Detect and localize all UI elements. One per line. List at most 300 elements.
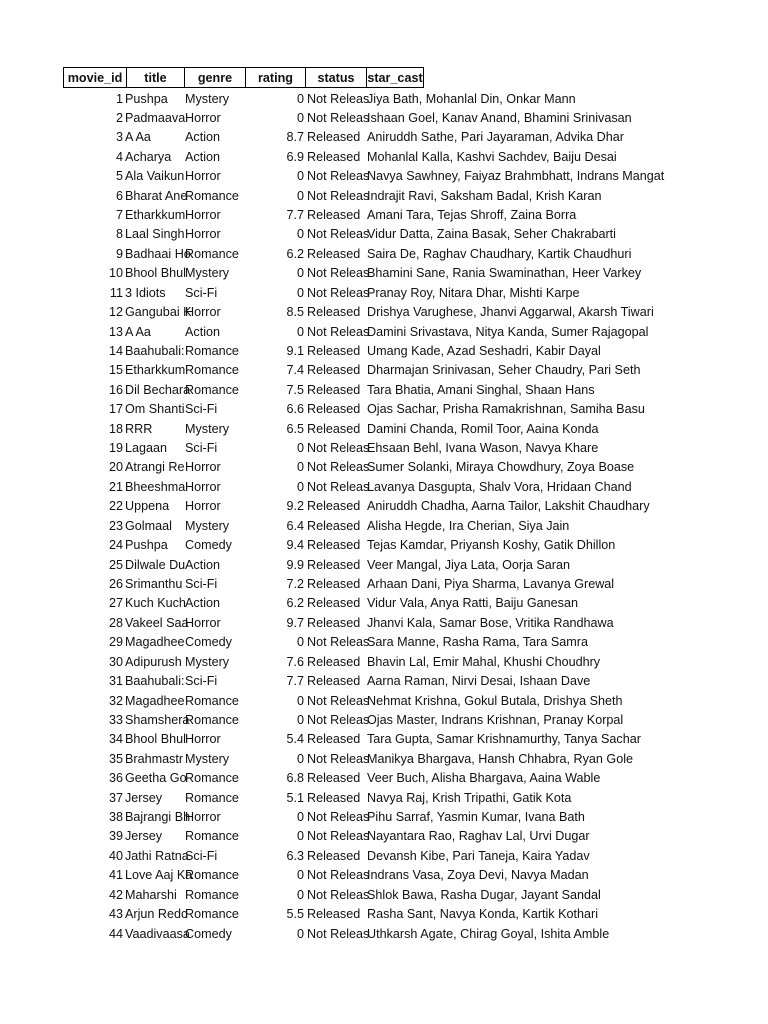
cell-star-cast[interactable]: Dharmajan Srinivasan, Seher Chaudry, Pari Seth	[367, 363, 641, 378]
cell-title[interactable]: Laal Singh	[125, 227, 185, 242]
cell-title[interactable]: Atrangi Re	[125, 460, 185, 475]
cell-title[interactable]: Jersey	[125, 790, 163, 805]
cell-star-cast[interactable]: Tara Gupta, Samar Krishnamurthy, Tanya Sachar	[367, 732, 641, 747]
cell-status[interactable]: Released	[307, 343, 361, 358]
table-row	[0, 789, 768, 808]
cell-movie-id[interactable]: 21	[108, 479, 123, 494]
table-row	[0, 264, 768, 283]
cell-star-cast[interactable]: Navya Raj, Krish Tripathi, Gatik Kota	[367, 790, 572, 805]
cell-movie-id[interactable]: 38	[108, 810, 123, 825]
cell-genre[interactable]: Romance	[185, 771, 239, 786]
cell-star-cast[interactable]: Ojas Master, Indrans Krishnan, Pranay Korpal	[367, 712, 624, 727]
cell-movie-id[interactable]: 6	[115, 188, 123, 203]
cell-genre[interactable]: Mystery	[185, 421, 230, 436]
cell-title[interactable]: A Aa	[125, 130, 151, 145]
cell-title[interactable]: Gangubai K	[125, 305, 192, 320]
cell-title[interactable]: Acharya	[125, 149, 172, 164]
table-row	[0, 808, 768, 827]
cell-rating[interactable]: 6.2	[286, 596, 304, 611]
cell-movie-id[interactable]: 2	[115, 110, 123, 125]
cell-status[interactable]: Released	[307, 790, 361, 805]
cell-rating[interactable]: 9.7	[286, 615, 304, 630]
cell-rating[interactable]: 0	[296, 324, 304, 339]
cell-star-cast[interactable]: Navya Sawhney, Faiyaz Brahmbhatt, Indrans Mangat	[367, 169, 665, 184]
cell-genre[interactable]: Horror	[185, 479, 221, 494]
cell-title[interactable]: Dilwale Du	[125, 557, 186, 572]
cell-movie-id[interactable]: 7	[115, 208, 123, 223]
cell-rating[interactable]: 6.3	[286, 848, 304, 863]
table-row	[0, 905, 768, 924]
cell-star-cast[interactable]: Vidur Datta, Zaina Basak, Seher Chakrabarti	[367, 227, 616, 242]
cell-rating[interactable]: 0	[296, 460, 304, 475]
cell-movie-id[interactable]: 32	[108, 693, 123, 708]
cell-rating[interactable]: 0	[296, 693, 304, 708]
cell-status[interactable]: Not Releas	[307, 460, 370, 475]
cell-genre[interactable]: Horror	[185, 110, 221, 125]
header-genre[interactable]: genre	[184, 67, 245, 88]
table-row	[0, 692, 768, 711]
cell-title[interactable]: Maharshi	[125, 887, 177, 902]
cell-movie-id[interactable]: 9	[115, 246, 123, 261]
cell-star-cast[interactable]: Damini Srivastava, Nitya Kanda, Sumer Rajagopal	[367, 324, 649, 339]
cell-status[interactable]: Not Releas	[307, 868, 370, 883]
cell-status[interactable]: Not Releas	[307, 188, 370, 203]
cell-genre[interactable]: Horror	[185, 460, 221, 475]
cell-title[interactable]: Ala Vaikun	[125, 169, 185, 184]
cell-star-cast[interactable]: Aniruddh Sathe, Pari Jayaraman, Advika Dhar	[367, 130, 624, 145]
cell-movie-id[interactable]: 17	[108, 402, 123, 417]
cell-movie-id[interactable]: 5	[115, 169, 123, 184]
cell-movie-id[interactable]: 22	[108, 499, 123, 514]
cell-status[interactable]: Not Releas	[307, 91, 370, 106]
cell-movie-id[interactable]: 12	[108, 305, 123, 320]
cell-rating[interactable]: 0	[296, 441, 304, 456]
cell-genre[interactable]: Romance	[185, 712, 239, 727]
cell-genre[interactable]: Horror	[185, 499, 221, 514]
cell-genre[interactable]: Romance	[185, 382, 239, 397]
cell-title[interactable]: Dil Bechara	[125, 382, 191, 397]
cell-star-cast[interactable]: Lavanya Dasgupta, Shalv Vora, Hridaan Chand	[367, 479, 632, 494]
cell-title[interactable]: Bharat Ane	[125, 188, 188, 203]
cell-star-cast[interactable]: Pihu Sarraf, Yasmin Kumar, Ivana Bath	[367, 810, 585, 825]
cell-title[interactable]: 3 Idiots	[125, 285, 166, 300]
cell-title[interactable]: Uppena	[125, 499, 170, 514]
cell-star-cast[interactable]: Ehsaan Behl, Ivana Wason, Navya Khare	[367, 441, 599, 456]
cell-title[interactable]: Srimanthu	[125, 577, 183, 591]
cell-genre[interactable]: Action	[185, 324, 221, 339]
cell-star-cast[interactable]: Sara Manne, Rasha Rama, Tara Samra	[367, 635, 588, 650]
cell-status[interactable]: Not Releas	[307, 751, 370, 766]
cell-movie-id[interactable]: 11	[109, 285, 123, 300]
cell-movie-id[interactable]: 25	[108, 557, 123, 572]
cell-title[interactable]: Love Aaj Ka	[125, 868, 193, 883]
table-row	[0, 827, 768, 846]
cell-star-cast[interactable]: Devansh Kibe, Pari Taneja, Kaira Yadav	[367, 848, 590, 863]
cell-title[interactable]: Bhool Bhul	[125, 732, 186, 747]
cell-status[interactable]: Released	[307, 246, 361, 261]
table-row	[0, 167, 768, 186]
cell-rating[interactable]: 6.6	[286, 402, 304, 417]
cell-title[interactable]: Bajrangi Bh	[125, 810, 191, 825]
cell-rating[interactable]: 6.9	[286, 149, 304, 164]
cell-rating[interactable]: 0	[296, 887, 304, 902]
cell-star-cast[interactable]: Tara Bhatia, Amani Singhal, Shaan Hans	[367, 382, 595, 397]
cell-rating[interactable]: 0	[296, 227, 304, 242]
cell-star-cast[interactable]: Indrajit Ravi, Saksham Badal, Krish Karan	[367, 188, 602, 203]
cell-movie-id[interactable]: 30	[108, 654, 123, 669]
table-row	[0, 769, 768, 788]
cell-status[interactable]: Not Releas	[307, 169, 370, 184]
header-star-cast[interactable]: star_cast	[366, 67, 424, 88]
cell-movie-id[interactable]: 33	[108, 712, 123, 727]
cell-rating[interactable]: 6.4	[286, 518, 304, 533]
cell-status[interactable]: Released	[307, 848, 361, 863]
cell-status[interactable]: Released	[307, 674, 361, 689]
cell-genre[interactable]: Horror	[185, 208, 221, 223]
cell-star-cast[interactable]: Tejas Kamdar, Priyansh Koshy, Gatik Dhillon	[367, 538, 616, 553]
cell-movie-id[interactable]: 23	[108, 518, 123, 533]
header-movie-id[interactable]: movie_id	[63, 67, 126, 88]
cell-title[interactable]: Etharkkum	[125, 208, 186, 223]
cell-status[interactable]: Released	[307, 732, 361, 747]
table-row	[0, 614, 768, 633]
cell-rating[interactable]: 6.8	[286, 771, 304, 786]
cell-star-cast[interactable]: Damini Chanda, Romil Toor, Aaina Konda	[367, 421, 599, 436]
cell-title[interactable]: Shamshera	[125, 712, 190, 727]
cell-star-cast[interactable]: Aniruddh Chadha, Aarna Tailor, Lakshit Chaudhary	[367, 499, 650, 514]
cell-movie-id[interactable]: 41	[108, 868, 123, 883]
table-row	[0, 653, 768, 672]
cell-movie-id[interactable]: 44	[108, 926, 123, 941]
table-row	[0, 672, 768, 691]
cell-genre[interactable]: Mystery	[185, 91, 230, 106]
cell-rating[interactable]: 0	[296, 751, 304, 766]
cell-star-cast[interactable]: Uthkarsh Agate, Chirag Goyal, Ishita Amble	[367, 926, 610, 941]
cell-movie-id[interactable]: 29	[108, 635, 123, 650]
cell-status[interactable]: Not Releas	[307, 110, 370, 125]
cell-status[interactable]: Released	[307, 130, 361, 145]
cell-star-cast[interactable]: Pranay Roy, Nitara Dhar, Mishti Karpe	[367, 285, 580, 300]
cell-star-cast[interactable]: Nayantara Rao, Raghav Lal, Urvi Dugar	[367, 829, 590, 844]
cell-genre[interactable]: Sci-Fi	[185, 441, 218, 456]
cell-rating[interactable]: 6.2	[286, 246, 304, 261]
cell-title[interactable]: Baahubali:	[125, 343, 185, 358]
cell-star-cast[interactable]: Jhanvi Kala, Samar Bose, Vritika Randhawa	[367, 615, 614, 630]
cell-status[interactable]: Not Releas	[307, 712, 370, 727]
cell-title[interactable]: Lagaan	[125, 441, 168, 456]
table-row	[0, 439, 768, 458]
cell-title[interactable]: Badhaai Ho	[125, 246, 191, 261]
cell-rating[interactable]: 7.2	[286, 577, 304, 591]
cell-star-cast[interactable]: Amani Tara, Tejas Shroff, Zaina Borra	[367, 208, 577, 223]
cell-status[interactable]: Released	[307, 577, 361, 591]
cell-title[interactable]: Bhool Bhul	[125, 266, 186, 281]
cell-rating[interactable]: 0	[296, 926, 304, 941]
cell-movie-id[interactable]: 31	[108, 674, 123, 689]
cell-movie-id[interactable]: 27	[108, 596, 123, 611]
cell-movie-id[interactable]: 20	[108, 460, 123, 475]
cell-star-cast[interactable]: Veer Buch, Alisha Bhargava, Aaina Wable	[367, 771, 601, 786]
cell-genre[interactable]: Mystery	[185, 654, 230, 669]
cell-genre[interactable]: Sci-Fi	[185, 285, 218, 300]
cell-rating[interactable]: 0	[296, 188, 304, 203]
cell-genre[interactable]: Romance	[185, 868, 239, 883]
cell-rating[interactable]: 0	[296, 110, 304, 125]
cell-movie-id[interactable]: 1	[115, 91, 123, 106]
table-row	[0, 109, 768, 128]
cell-title[interactable]: Pushpa	[125, 91, 168, 106]
cell-status[interactable]: Released	[307, 149, 361, 164]
cell-genre[interactable]: Romance	[185, 188, 239, 203]
cell-rating[interactable]: 0	[296, 635, 304, 650]
cell-status[interactable]: Not Releas	[307, 324, 370, 339]
cell-genre[interactable]: Sci-Fi	[185, 577, 218, 591]
cell-rating[interactable]: 7.6	[286, 654, 304, 669]
table-row	[0, 128, 768, 147]
cell-genre[interactable]: Sci-Fi	[185, 674, 218, 689]
cell-movie-id[interactable]: 13	[108, 324, 123, 339]
cell-status[interactable]: Released	[307, 382, 361, 397]
cell-rating[interactable]: 7.7	[286, 208, 304, 223]
cell-genre[interactable]: Action	[185, 130, 221, 145]
cell-movie-id[interactable]: 28	[108, 615, 123, 630]
cell-status[interactable]: Released	[307, 518, 361, 533]
cell-rating[interactable]: 0	[296, 479, 304, 494]
cell-rating[interactable]: 7.5	[286, 382, 304, 397]
cell-genre[interactable]: Romance	[185, 363, 239, 378]
cell-genre[interactable]: Horror	[185, 227, 221, 242]
cell-rating[interactable]: 9.2	[286, 499, 304, 514]
cell-status[interactable]: Released	[307, 499, 361, 514]
cell-rating[interactable]: 0	[296, 285, 304, 300]
cell-movie-id[interactable]: 14	[108, 343, 123, 358]
cell-status[interactable]: Not Releas	[307, 227, 370, 242]
cell-rating[interactable]: 8.5	[286, 305, 304, 320]
cell-rating[interactable]: 0	[296, 169, 304, 184]
cell-star-cast[interactable]: Umang Kade, Azad Seshadri, Kabir Dayal	[367, 343, 601, 358]
cell-status[interactable]: Released	[307, 596, 361, 611]
cell-genre[interactable]: Romance	[185, 829, 239, 844]
cell-status[interactable]: Not Releas	[307, 810, 370, 825]
cell-status[interactable]: Not Releas	[307, 285, 370, 300]
table-row	[0, 400, 768, 419]
cell-status[interactable]: Not Releas	[307, 926, 370, 941]
cell-genre[interactable]: Mystery	[185, 518, 230, 533]
cell-rating[interactable]: 0	[296, 810, 304, 825]
cell-status[interactable]: Released	[307, 557, 361, 572]
cell-title[interactable]: Padmaava	[125, 110, 186, 125]
table-row	[0, 594, 768, 613]
cell-star-cast[interactable]: Bhavin Lal, Emir Mahal, Khushi Choudhry	[367, 654, 601, 669]
cell-star-cast[interactable]: Sumer Solanki, Miraya Chowdhury, Zoya Boase	[367, 460, 635, 475]
cell-star-cast[interactable]: Nehmat Krishna, Gokul Butala, Drishya Sheth	[367, 693, 623, 708]
cell-title[interactable]: Vakeel Saa	[125, 615, 189, 630]
cell-star-cast[interactable]: Indrans Vasa, Zoya Devi, Navya Madan	[367, 868, 589, 883]
cell-movie-id[interactable]: 15	[108, 363, 123, 378]
cell-star-cast[interactable]: Shlok Bawa, Rasha Dugar, Jayant Sandal	[367, 887, 601, 902]
header-status[interactable]: status	[305, 67, 366, 88]
cell-star-cast[interactable]: Ishaan Goel, Kanav Anand, Bhamini Srinivasan	[367, 110, 632, 125]
cell-star-cast[interactable]: Drishya Varughese, Jhanvi Aggarwal, Akarsh Tiwari	[367, 305, 654, 320]
cell-star-cast[interactable]: Rasha Sant, Navya Konda, Kartik Kothari	[367, 907, 599, 922]
cell-genre[interactable]: Mystery	[185, 266, 230, 281]
cell-status[interactable]: Released	[307, 907, 361, 922]
cell-star-cast[interactable]: Jiya Bath, Mohanlal Din, Onkar Mann	[367, 91, 576, 106]
cell-rating[interactable]: 0	[296, 712, 304, 727]
cell-movie-id[interactable]: 37	[108, 790, 123, 805]
cell-status[interactable]: Released	[307, 615, 361, 630]
cell-status[interactable]: Released	[307, 771, 361, 786]
cell-rating[interactable]: 0	[296, 829, 304, 844]
cell-genre[interactable]: Sci-Fi	[185, 402, 218, 417]
cell-status[interactable]: Released	[307, 402, 361, 417]
cell-status[interactable]: Released	[307, 654, 361, 669]
cell-genre[interactable]: Romance	[185, 887, 239, 902]
cell-status[interactable]: Not Releas	[307, 441, 370, 456]
cell-star-cast[interactable]: Ojas Sachar, Prisha Ramakrishnan, Samiha Basu	[367, 402, 645, 417]
header-title[interactable]: title	[126, 67, 184, 88]
cell-title[interactable]: Jersey	[125, 829, 163, 844]
cell-title[interactable]: Magadhee	[125, 693, 185, 708]
cell-title[interactable]: Arjun Redc	[125, 907, 188, 922]
cell-genre[interactable]: Horror	[185, 615, 221, 630]
cell-movie-id[interactable]: 40	[108, 848, 123, 863]
table-row	[0, 90, 768, 109]
table-row	[0, 420, 768, 439]
cell-genre[interactable]: Action	[185, 596, 221, 611]
cell-genre[interactable]: Horror	[185, 305, 221, 320]
cell-genre[interactable]: Romance	[185, 693, 239, 708]
cell-movie-id[interactable]: 24	[108, 538, 123, 553]
cell-rating[interactable]: 0	[296, 868, 304, 883]
table-row	[0, 361, 768, 380]
cell-rating[interactable]: 5.4	[286, 732, 304, 747]
cell-rating[interactable]: 7.4	[286, 363, 304, 378]
cell-rating[interactable]: 5.1	[286, 790, 304, 805]
table-row	[0, 633, 768, 652]
cell-title[interactable]: Pushpa	[125, 538, 168, 553]
cell-genre[interactable]: Romance	[185, 343, 239, 358]
cell-rating[interactable]: 0	[296, 91, 304, 106]
cell-genre[interactable]: Romance	[185, 907, 239, 922]
cell-title[interactable]: Magadhee	[125, 635, 185, 650]
cell-rating[interactable]: 5.5	[286, 907, 304, 922]
cell-title[interactable]: RRR	[125, 421, 153, 436]
cell-movie-id[interactable]: 4	[115, 149, 123, 164]
cell-star-cast[interactable]: Bhamini Sane, Rania Swaminathan, Heer Varkey	[367, 266, 642, 281]
table-row	[0, 458, 768, 477]
cell-star-cast[interactable]: Veer Mangal, Jiya Lata, Oorja Saran	[367, 557, 571, 572]
cell-movie-id[interactable]: 16	[108, 382, 123, 397]
cell-title[interactable]: A Aa	[125, 324, 151, 339]
cell-genre[interactable]: Comedy	[185, 926, 232, 941]
cell-genre[interactable]: Action	[185, 557, 221, 572]
cell-star-cast[interactable]: Aarna Raman, Nirvi Desai, Ishaan Dave	[367, 674, 591, 689]
cell-movie-id[interactable]: 34	[108, 732, 123, 747]
cell-status[interactable]: Not Releas	[307, 635, 370, 650]
cell-title[interactable]: Golmaal	[125, 518, 172, 533]
cell-status[interactable]: Released	[307, 421, 361, 436]
cell-title[interactable]: Om Shanti	[125, 402, 185, 417]
cell-title[interactable]: Etharkkum	[125, 363, 186, 378]
cell-star-cast[interactable]: Vidur Vala, Anya Ratti, Baiju Ganesan	[367, 596, 578, 611]
table-row	[0, 303, 768, 322]
cell-rating[interactable]: 9.4	[286, 538, 304, 553]
cell-star-cast[interactable]: Alisha Hegde, Ira Cherian, Siya Jain	[367, 518, 570, 533]
cell-movie-id[interactable]: 43	[108, 907, 123, 922]
cell-title[interactable]: Adipurush	[125, 654, 182, 669]
cell-genre[interactable]: Comedy	[185, 635, 232, 650]
cell-genre[interactable]: Horror	[185, 810, 221, 825]
table-row	[0, 750, 768, 769]
cell-genre[interactable]: Romance	[185, 790, 239, 805]
cell-status[interactable]: Not Releas	[307, 479, 370, 494]
cell-rating[interactable]: 0	[296, 266, 304, 281]
cell-status[interactable]: Not Releas	[307, 266, 370, 281]
table-row	[0, 711, 768, 730]
cell-rating[interactable]: 9.9	[286, 557, 304, 572]
cell-star-cast[interactable]: Mohanlal Kalla, Kashvi Sachdev, Baiju Desai	[367, 149, 617, 164]
cell-movie-id[interactable]: 42	[108, 887, 123, 902]
cell-status[interactable]: Not Releas	[307, 829, 370, 844]
table-row	[0, 536, 768, 555]
cell-rating[interactable]: 6.5	[286, 421, 304, 436]
cell-movie-id[interactable]: 3	[115, 130, 123, 145]
cell-rating[interactable]: 8.7	[286, 130, 304, 145]
cell-movie-id[interactable]: 26	[108, 577, 123, 591]
cell-movie-id[interactable]: 10	[108, 266, 123, 281]
cell-title[interactable]: Jathi Ratna	[125, 848, 189, 863]
cell-movie-id[interactable]: 39	[108, 829, 123, 844]
cell-genre[interactable]: Horror	[185, 732, 221, 747]
cell-rating[interactable]: 9.1	[286, 343, 304, 358]
header-rating[interactable]: rating	[245, 67, 305, 88]
cell-genre[interactable]: Comedy	[185, 538, 232, 553]
table-row	[0, 225, 768, 244]
cell-title[interactable]: Geetha Go	[125, 771, 187, 786]
cell-status[interactable]: Not Releas	[307, 887, 370, 902]
cell-status[interactable]: Released	[307, 305, 361, 320]
cell-genre[interactable]: Romance	[185, 246, 239, 261]
cell-rating[interactable]: 7.7	[286, 674, 304, 689]
cell-genre[interactable]: Action	[185, 149, 221, 164]
cell-title[interactable]: Kuch Kuch	[125, 596, 186, 611]
cell-star-cast[interactable]: Manikya Bhargava, Hansh Chhabra, Ryan Gole	[367, 751, 634, 766]
cell-status[interactable]: Released	[307, 363, 361, 378]
cell-status[interactable]: Released	[307, 538, 361, 553]
cell-status[interactable]: Released	[307, 208, 361, 223]
table-row	[0, 497, 768, 516]
table-row	[0, 342, 768, 361]
cell-title[interactable]: Vaadivaasa	[125, 926, 190, 941]
cell-movie-id[interactable]: 35	[108, 751, 123, 766]
table-row	[0, 323, 768, 342]
cell-title[interactable]: Baahubali:	[125, 674, 185, 689]
cell-movie-id[interactable]: 8	[115, 227, 123, 242]
cell-title[interactable]: Bheeshma	[125, 479, 186, 494]
table-row	[0, 925, 768, 944]
cell-status[interactable]: Not Releas	[307, 693, 370, 708]
cell-movie-id[interactable]: 19	[108, 441, 123, 456]
cell-star-cast[interactable]: Saira De, Raghav Chaudhary, Kartik Chaudhuri	[367, 246, 632, 261]
cell-genre[interactable]: Horror	[185, 169, 221, 184]
cell-movie-id[interactable]: 18	[108, 421, 123, 436]
cell-genre[interactable]: Sci-Fi	[185, 848, 218, 863]
cell-genre[interactable]: Mystery	[185, 751, 230, 766]
cell-movie-id[interactable]: 36	[108, 771, 123, 786]
cell-star-cast[interactable]: Arhaan Dani, Piya Sharma, Lavanya Grewal	[367, 577, 615, 591]
cell-title[interactable]: Brahmastr	[125, 751, 184, 766]
